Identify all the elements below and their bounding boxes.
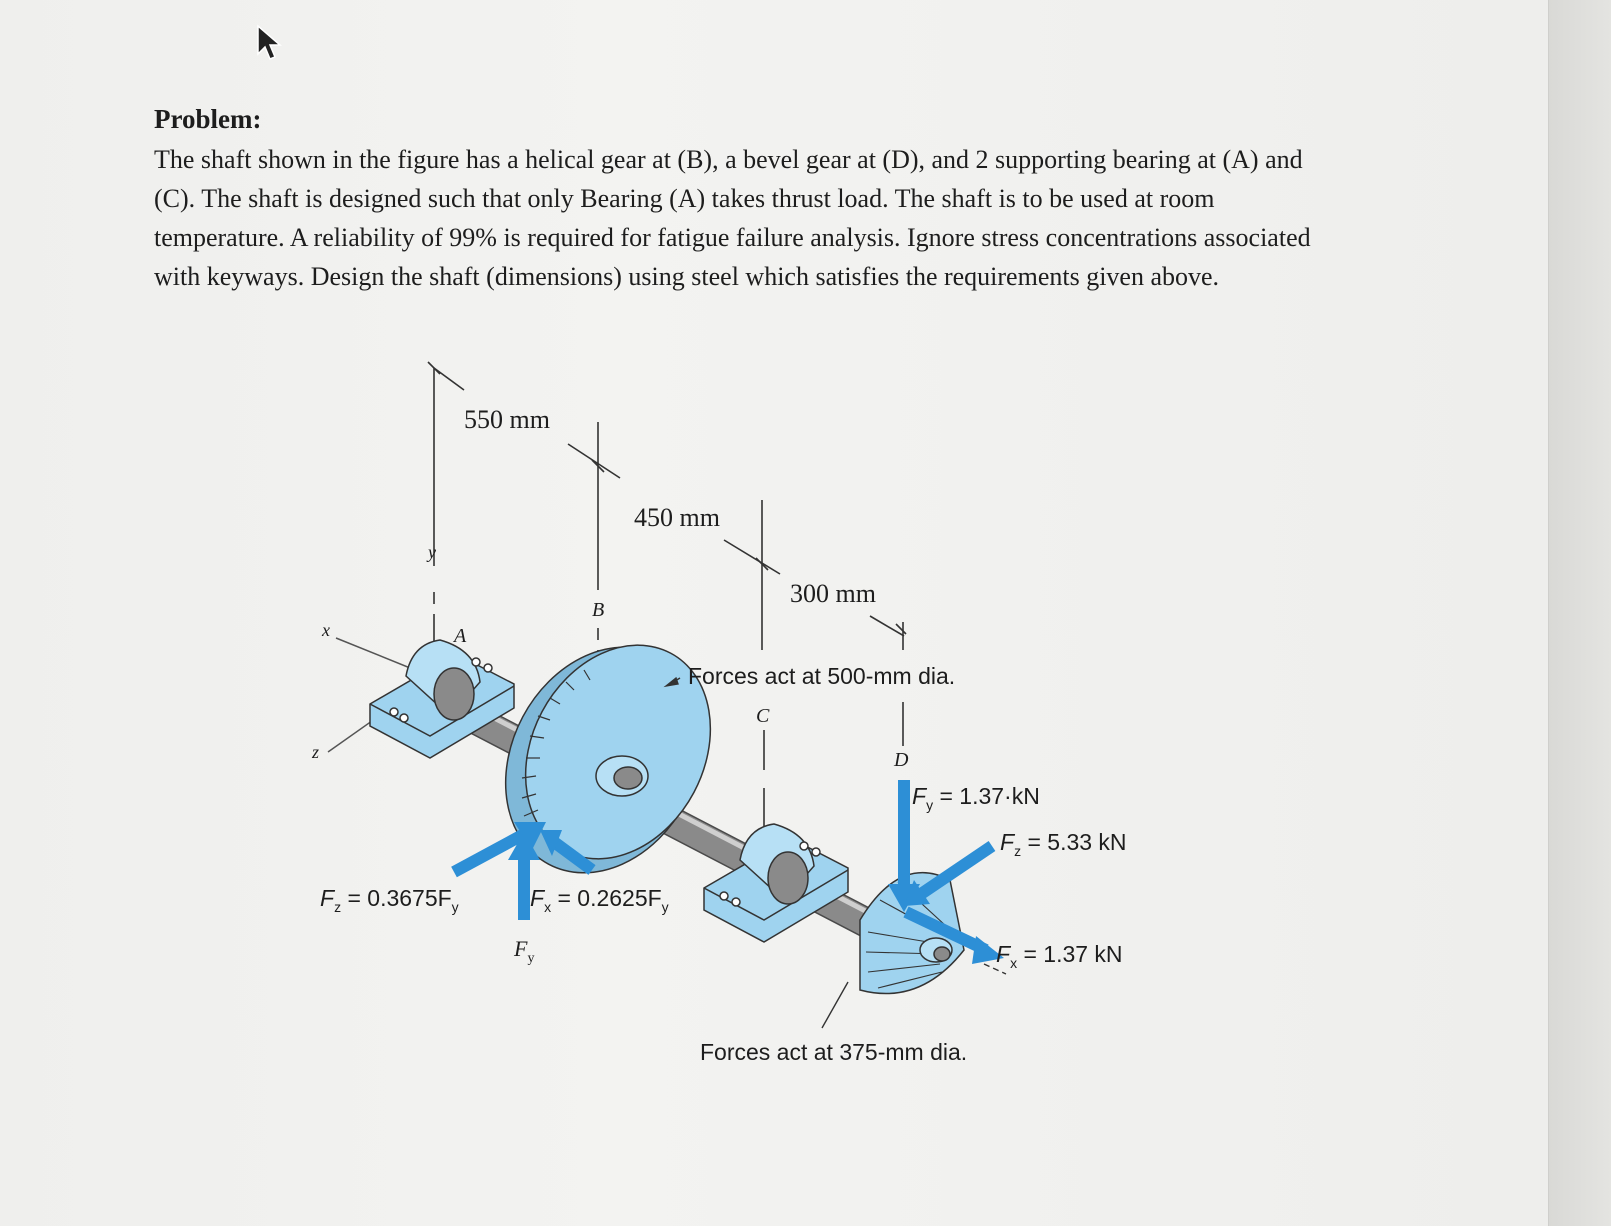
force-d-x-label: $F_x = 1.37$ kN <box>996 941 1123 971</box>
axis-y-label: y <box>428 542 436 562</box>
axis-z-label: z <box>312 742 320 762</box>
note-d-label: Forces act at 375-mm dia. <box>700 1039 968 1065</box>
paper-edge <box>1548 0 1611 1226</box>
point-b-label: B <box>592 599 605 621</box>
note-b-label: Forces act at 500-mm dia. <box>688 663 956 689</box>
shaft-figure <box>300 360 1180 1080</box>
problem-title: Problem: <box>154 104 262 134</box>
axis-x-label: x <box>322 620 330 640</box>
force-b-x-label: $F_x = 0.2625F_y$ <box>530 885 669 915</box>
arrow-fz-d <box>918 846 992 896</box>
point-a-label: A <box>454 625 467 647</box>
problem-statement: The shaft shown in the figure has a helical gear at (B), a bevel gear at (D), and 2 supporting bearing at (A) and (C). The shaft is designed such that only Bearing (A) takes thrust load. The shaft is to be used at room temperature. A reliability of 99% is required for fatigue failure analysis. Ignore stress concentrations associated with keyways. Design the shaft (dimensions) using steel which satisfies the requirements given above. <box>154 145 1311 291</box>
force-b-z-label: $F_z = 0.3675F_y$ <box>320 885 459 915</box>
dimension-cd-label: 300 mm <box>790 579 876 608</box>
dimension-ab-label: 550 mm <box>464 405 550 434</box>
helical-gear-b <box>467 613 746 908</box>
force-d-z-label: $F_z = 5.33$ kN <box>1000 829 1127 859</box>
force-d-y-label: $F_y = 1.37\cdot kN$ <box>912 783 1040 813</box>
force-b-y-label: $F_y$ <box>514 936 535 966</box>
mouse-cursor-icon <box>256 24 284 64</box>
dimension-bc-label: 450 mm <box>634 503 720 532</box>
point-c-label: C <box>756 705 770 727</box>
point-d-label: D <box>894 749 909 771</box>
